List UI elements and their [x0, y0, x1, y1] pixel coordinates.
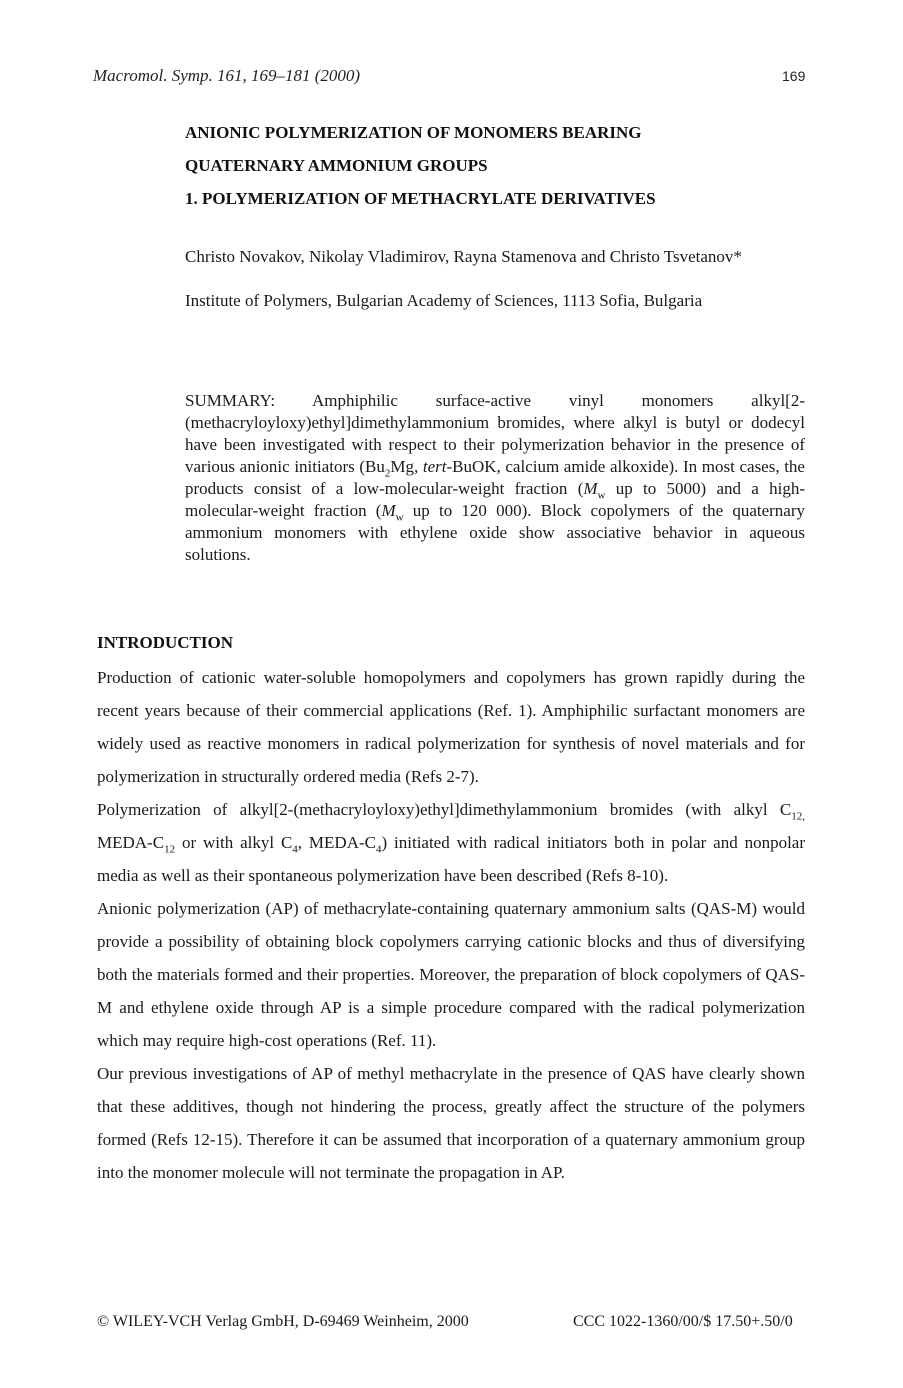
text-run: or with alkyl C — [175, 833, 293, 852]
italic-tert: tert — [422, 457, 447, 476]
introduction-body — [97, 661, 805, 1189]
text-run: ) initiated with radical initiators both in polar and nonpolar media as well as their spontaneous polymerization have been described (Refs 8-10). — [97, 833, 806, 885]
author-list: Christo Novakov, Nikolay Vladimirov, Rayna Stamenova and Christo Tsvetanov* — [185, 247, 742, 266]
summary-paragraph — [185, 390, 805, 566]
subscript: 4 — [292, 843, 298, 856]
summary-text-2: Mg, — [390, 457, 423, 476]
subscript: 4 — [375, 843, 382, 856]
subscript-2: 2 — [384, 467, 391, 480]
text-run: Polymerization of alkyl[2-(methacryloyloxy)ethyl]dimethylammonium bromides (with alkyl C — [97, 800, 792, 819]
mw-subscript: w — [597, 489, 606, 502]
mw-symbol: M — [381, 501, 396, 520]
title-line-1: ANIONIC POLYMERIZATION OF MONOMERS BEARING — [185, 123, 642, 142]
summary-text-1: Amphiphilic surface-active vinyl monomers alkyl[2-(methacryloyloxy)ethyl]dimethylammonium bromides, where alkyl is butyl or dodecyl have been investigated with respect to their polymerization behavior in the presence of various anionic initiators (Bu — [185, 391, 805, 476]
paper-title — [185, 116, 825, 215]
intro-paragraph-2 — [97, 793, 805, 892]
summary-text-5: up to 120 000). Block copolymers of the quaternary ammonium monomers with ethylene oxide show associative behavior in aqueous solutions. — [185, 501, 805, 564]
text-run: , MEDA-C — [297, 833, 376, 852]
affiliation: Institute of Polymers, Bulgarian Academy of Sciences, 1113 Sofia, Bulgaria — [185, 291, 703, 310]
title-line-3: 1. POLYMERIZATION OF METHACRYLATE DERIVATIVES — [185, 189, 656, 208]
copyright-notice: © WILEY-VCH Verlag GmbH, D-69469 Weinheim, 2000 — [97, 1313, 469, 1330]
page-number: 169 — [782, 68, 806, 84]
intro-paragraph-3: Anionic polymerization (AP) of methacrylate-containing quaternary ammonium salts (QAS-M) would provide a possibility of obtaining block copolymers carrying cationic blocks and thus of diversifying both the materials formed and their properties. Moreover, the preparation of block copolymers of QAS-M and ethylene oxide through AP is a simple procedure compared with the radical polymerization which may require high-cost operations (Ref. 11). — [97, 899, 805, 1050]
summary-label: SUMMARY: — [185, 391, 276, 410]
title-line-2: QUATERNARY AMMONIUM GROUPS — [185, 156, 488, 175]
text-run: MEDA-C — [97, 833, 165, 852]
intro-paragraph-1: Production of cationic water-soluble homopolymers and copolymers has grown rapidly during the recent years because of their commercial applications (Ref. 1). Amphiphilic surfactant monomers are widely used as reactive monomers in radical polymerization for synthesis of novel materials and for polymerization in structurally ordered media (Refs 2-7). — [97, 668, 805, 786]
mw-subscript: w — [395, 511, 404, 524]
mw-symbol: M — [583, 479, 598, 498]
summary-text-3: -BuOK, calcium amide alkoxide). In most cases, the products consist of a low-molecular-weight fraction ( — [185, 457, 805, 498]
ccc-code: CCC 1022-1360/00/$ 17.50+.50/0 — [573, 1313, 793, 1330]
subscript: 12, — [791, 810, 805, 823]
running-header: Macromol. Symp. 161, 169–181 (2000) — [93, 66, 361, 85]
intro-paragraph-4: Our previous investigations of AP of methyl methacrylate in the presence of QAS have clearly shown that these additives, though not hindering the process, greatly affect the structure of the polymers formed (Refs 12-15). Therefore it can be assumed that incorporation of a quaternary ammonium group into the monomer molecule will not terminate the propagation in AP. — [97, 1064, 805, 1182]
summary-text-4: up to 5000) and a high-molecular-weight fraction ( — [185, 479, 806, 520]
subscript: 12 — [164, 843, 176, 856]
section-heading-introduction: INTRODUCTION — [97, 633, 234, 652]
